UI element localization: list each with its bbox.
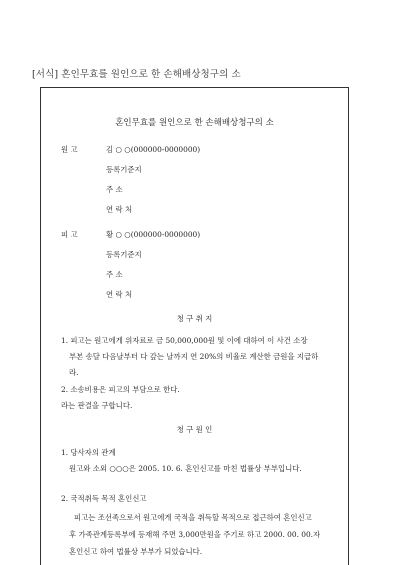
section-2-line-2: 후 가족관계등록부에 등재해 주면 3,000만원을 주기로 하고 2000. 00. 00.자 (69, 530, 321, 539)
document-frame (40, 87, 349, 565)
page-title: [서식] 혼인무효를 원인으로 한 손해배상청구의 소 (32, 69, 241, 80)
claim-line-5: 라는 판결을 구합니다. (61, 401, 133, 410)
section-2-line-1: 피고는 조선족으로서 원고에게 국적을 취득할 목적으로 접근하여 혼인신고 (74, 513, 312, 522)
plaintiff-address: 주 소 (106, 185, 123, 194)
section-2-line-3: 혼인신고 하여 법률상 부부가 되었습니다. (69, 547, 203, 556)
cause-heading: 청 구 원 인 (176, 425, 213, 434)
claim-heading: 청 구 취 지 (176, 314, 213, 323)
plaintiff-name: 김 ○ ○(000000-0000000) (106, 145, 201, 154)
document-title: 혼인무효를 원인으로 한 손해배상청구의 소 (115, 118, 274, 128)
defendant-registry: 등록기준지 (106, 250, 142, 259)
claim-line-1: 1. 피고는 원고에게 위자료로 금 50,000,000원 및 이에 대하여 이 사건 소장 (61, 336, 308, 345)
section-1-title: 1. 당사자의 관계 (61, 448, 116, 457)
claim-line-2: 부본 송달 다음날부터 다 갚는 날까지 연 20%의 비율로 계산한 금원을 지급하 (69, 352, 319, 361)
section-2-title: 2. 국적취득 목적 혼인신고 (61, 494, 147, 503)
defendant-contact: 연 락 처 (106, 290, 133, 299)
defendant-label: 피 고 (61, 230, 78, 239)
claim-line-3: 라. (69, 368, 79, 377)
plaintiff-registry: 등록기준지 (106, 165, 142, 174)
plaintiff-contact: 연 락 처 (106, 205, 133, 214)
defendant-address: 주 소 (106, 270, 123, 279)
section-1-text: 원고와 소외 ○○○은 2005. 10. 6. 혼인신고를 마친 법률상 부부입니다. (69, 464, 302, 473)
claim-line-4: 2. 소송비용은 피고의 부담으로 한다. (61, 385, 180, 394)
defendant-name: 황 ○ ○(000000-0000000) (106, 230, 201, 239)
plaintiff-label: 원 고 (61, 145, 78, 154)
